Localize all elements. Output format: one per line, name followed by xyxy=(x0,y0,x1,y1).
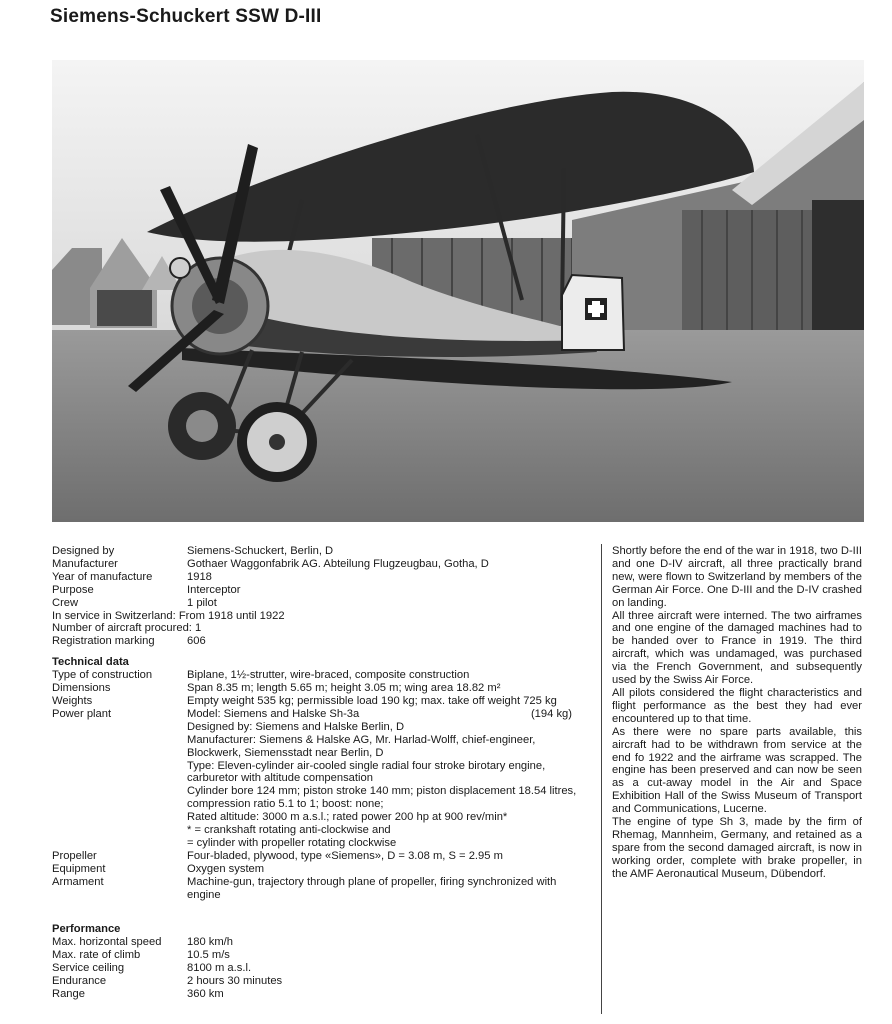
perf-row-ceiling xyxy=(52,962,592,975)
spec-row-manufacturer xyxy=(52,558,592,571)
perf-label: Max. horizontal speed xyxy=(52,936,162,949)
tech-row-weights xyxy=(52,695,592,708)
perf-row-climb xyxy=(52,949,592,962)
technical-data-heading: Technical data xyxy=(52,656,129,669)
spec-label: Year of manufacture xyxy=(52,570,153,583)
specifications-column xyxy=(52,545,592,1001)
engine-rated-power: Rated altitude: 3000 m a.s.l.; rated power 200 hp at 900 rev/min* xyxy=(187,811,508,824)
aircraft-procured: Number of aircraft procured: 1 xyxy=(52,622,202,635)
engine-note-cylinder: = cylinder with propeller rotating clockwise xyxy=(187,836,397,849)
perf-row-endurance xyxy=(52,975,592,988)
page-title: Siemens-Schuckert SSW D-III xyxy=(50,6,322,27)
perf-row-range xyxy=(52,988,592,1001)
perf-label: Max. rate of climb xyxy=(52,949,141,962)
perf-label: Endurance xyxy=(52,975,107,988)
tech-value: Machine-gun, trajectory through plane of propeller, firing synchronized with engine xyxy=(187,875,557,901)
spec-row-year xyxy=(52,571,592,584)
spec-label: Purpose xyxy=(52,583,94,596)
perf-label: Range xyxy=(52,988,85,1000)
spec-value: 1 pilot xyxy=(187,596,217,609)
tech-label: Equipment xyxy=(52,862,106,875)
spec-value: Interceptor xyxy=(187,583,241,596)
history-column xyxy=(612,545,862,881)
tech-label: Propeller xyxy=(52,849,97,862)
spec-row-crew xyxy=(52,597,592,610)
aircraft-photo-illustration xyxy=(52,60,864,522)
tech-value: Empty weight 535 kg; permissible load 190 kg; max. take off weight 725 kg xyxy=(187,694,557,707)
perf-value: 2 hours 30 minutes xyxy=(187,975,283,988)
spec-row-registration xyxy=(52,635,592,648)
tech-row-equipment xyxy=(52,863,592,876)
performance-heading: Performance xyxy=(52,923,121,936)
tech-value: Four-bladed, plywood, type «Siemens», D = 3.08 m, S = 2.95 m xyxy=(187,849,503,862)
spec-label: Registration marking xyxy=(52,635,155,648)
spec-value: 1918 xyxy=(187,570,212,583)
engine-type: Type: Eleven-cylinder air-cooled single radial four stroke birotary engine, carburetor with altitude compensation xyxy=(187,759,546,785)
engine-model-line xyxy=(187,708,592,721)
engine-designer: Designed by: Siemens and Halske Berlin, D xyxy=(187,720,405,733)
tech-value: Biplane, 1½-strutter, wire-braced, composite construction xyxy=(187,669,470,682)
tech-label: Weights xyxy=(52,694,93,707)
tech-value: Span 8.35 m; length 5.65 m; height 3.05 m; wing area 18.82 m² xyxy=(187,682,501,695)
perf-value: 8100 m a.s.l. xyxy=(187,962,252,975)
tech-row-dimensions xyxy=(52,682,592,695)
power-plant-details xyxy=(187,708,592,850)
engine-model: Model: Siemens and Halske Sh-3a xyxy=(187,707,360,720)
engine-cylinder-specs: Cylinder bore 124 mm; piston stroke 140 mm; piston displacement 18.54 litres, compression ratio 5.1 to 1; boost: none; xyxy=(187,785,577,811)
engine-manufacturer: Manufacturer: Siemens & Halske AG, Mr. Harlad-Wolff, chief-engineer, Blockwerk, Siemensstadt near Berlin, D xyxy=(187,733,536,759)
tech-label: Power plant xyxy=(52,707,112,720)
spec-value: Gothaer Waggonfabrik AG. Abteilung Flugzeugbau, Gotha, D xyxy=(187,557,489,570)
tail-fin-swiss-cross xyxy=(562,275,624,350)
spec-value: Siemens-Schuckert, Berlin, D xyxy=(187,545,334,557)
perf-value: 10.5 m/s xyxy=(187,949,230,962)
spec-value: 606 xyxy=(187,635,206,648)
perf-value: 180 km/h xyxy=(187,936,234,949)
service-period: In service in Switzerland: From 1918 until 1922 xyxy=(52,609,285,622)
history-paragraph: All pilots considered the flight characteristics and flight performance as the best they had ever encountered up to that time. xyxy=(612,686,862,725)
tech-row-construction xyxy=(52,669,592,682)
tech-row-armament xyxy=(52,876,592,902)
history-paragraph: As there were no spare parts available, this aircraft had to be withdrawn from service at the end fo 1922 and the airframe was scrapped. The engine has been preserved and can now be seen as a cut-away model in the Air and Space Exhibition Hall of the Swiss Museum of Transport and Communications, Lucerne. xyxy=(612,725,862,816)
aircraft-photo xyxy=(52,60,864,522)
propeller-hub xyxy=(170,258,190,278)
spec-label: Designed by xyxy=(52,545,115,557)
spec-label: Crew xyxy=(52,596,79,609)
tech-label: Armament xyxy=(52,875,104,888)
perf-row-speed xyxy=(52,936,592,949)
history-paragraph: All three aircraft were interned. The two airframes and one engine of the damaged machines had to be handed over to France in 1919. The third aircraft, which was undamaged, was purchased via the French Government, and subsequently used by the Swiss Air Force. xyxy=(612,609,862,687)
perf-label: Service ceiling xyxy=(52,962,125,975)
engine-note-crankshaft: * = crankshaft rotating anti-clockwise and xyxy=(187,824,391,837)
perf-value: 360 km xyxy=(187,988,224,1000)
engine-weight: (194 kg) xyxy=(530,707,572,720)
history-paragraph: The engine of type Sh 3, made by the firm of Rhemag, Mannheim, Germany, and retained as a spare from the second damaged aircraft, is now in working order, complete with brake propeller, in the AMF Aeronautical Museum, Dübendorf. xyxy=(612,816,862,880)
tech-value: Oxygen system xyxy=(187,862,265,875)
tech-label: Dimensions xyxy=(52,682,111,695)
tech-row-power-plant xyxy=(52,708,592,850)
history-paragraph: Shortly before the end of the war in 1918, two D-III and one D-IV aircraft, all three practically brand new, were flown to Switzerland by members of the German Air Force. One D-III and the D-IV crashed on landing. xyxy=(612,545,862,609)
tech-row-propeller xyxy=(52,850,592,863)
spec-row-purpose xyxy=(52,584,592,597)
spec-row-designed-by xyxy=(52,545,592,558)
tech-label: Type of construction xyxy=(52,669,153,682)
spec-label: Manufacturer xyxy=(52,557,118,570)
column-divider xyxy=(601,544,602,1014)
